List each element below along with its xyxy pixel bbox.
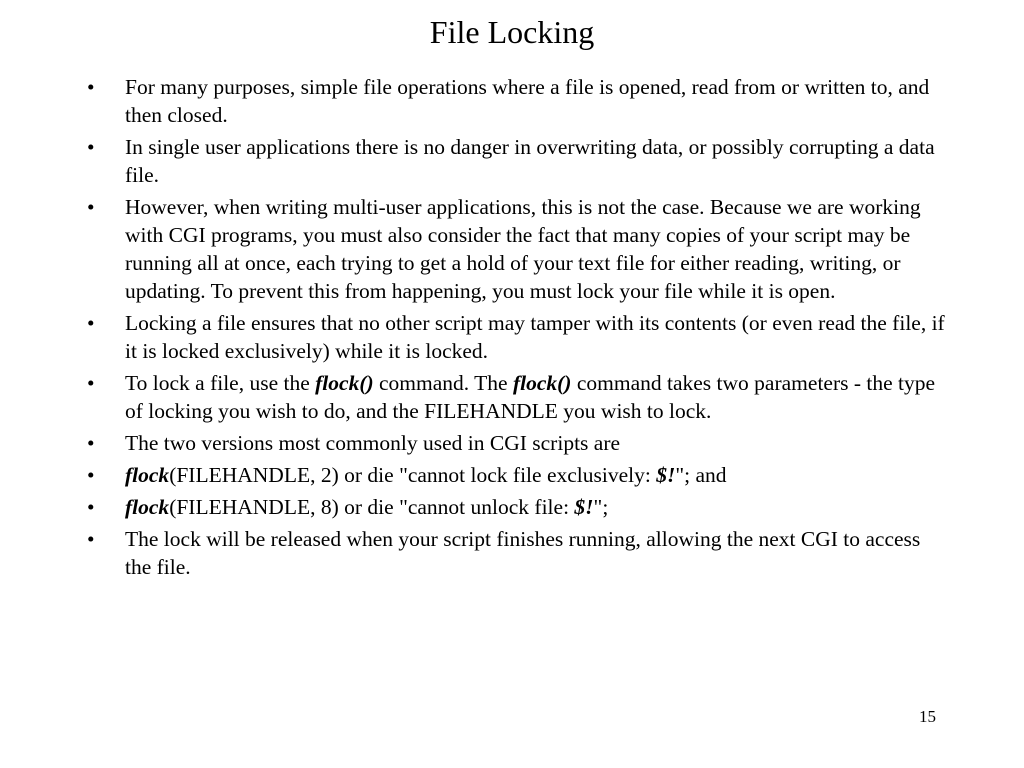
bullet-item	[87, 193, 947, 305]
bullet-item	[87, 525, 947, 581]
bullet-text: The lock will be released when your script finishes running, allowing the next CGI to access the file.	[125, 527, 921, 579]
bullet-dot: •	[87, 75, 95, 99]
error-variable: $!	[656, 463, 676, 487]
bullet-text-part: command takes two parameters - the type of locking you wish to do, and the FILEHANDLE you wish to lock.	[125, 371, 936, 423]
bullet-item	[87, 461, 947, 489]
bullet-item	[87, 369, 947, 425]
bullet-list	[87, 73, 947, 585]
bullet-text: Locking a file ensures that no other script may tamper with its contents (or even read the file, if it is locked exclusively) while it is locked.	[125, 311, 945, 363]
flock-function: flock	[125, 463, 170, 487]
bullet-item	[87, 309, 947, 365]
bullet-text: However, when writing multi-user applications, this is not the case. Because we are working with CGI programs, you must also consider the fact that many copies of your script may be running all at once, each trying to get a hold of your text file for either reading, writing, or updating. To prevent this from happening, you must lock your file while it is open.	[125, 195, 921, 303]
bullet-text-part: ";	[593, 495, 609, 519]
flock-function: flock	[125, 495, 170, 519]
flock-command: flock()	[315, 371, 374, 395]
bullet-text: In single user applications there is no danger in overwriting data, or possibly corrupting a data file.	[125, 135, 935, 187]
bullet-dot: •	[87, 135, 95, 159]
bullet-text-part: command. The	[373, 371, 513, 395]
bullet-text-part: (FILEHANDLE, 2) or die "cannot lock file exclusively:	[169, 463, 657, 487]
error-variable: $!	[574, 495, 594, 519]
flock-command: flock()	[512, 371, 572, 395]
bullet-item	[87, 493, 947, 521]
bullet-dot: •	[87, 495, 95, 519]
bullet-text-part: (FILEHANDLE, 8) or die "cannot unlock file:	[169, 495, 575, 519]
bullet-text: The two versions most commonly used in CGI scripts are	[125, 431, 621, 455]
bullet-text-part: To lock a file, use the	[125, 371, 316, 395]
bullet-dot: •	[87, 431, 95, 455]
page-number: 15	[919, 707, 936, 726]
bullet-dot: •	[87, 311, 95, 335]
bullet-dot: •	[87, 527, 95, 551]
bullet-dot: •	[87, 371, 95, 395]
bullet-dot: •	[87, 463, 95, 487]
slide-title: File Locking	[429, 14, 595, 50]
bullet-text-part: "; and	[675, 463, 727, 487]
bullet-item	[87, 429, 947, 457]
bullet-dot: •	[87, 195, 95, 219]
bullet-item	[87, 133, 947, 189]
bullet-text: For many purposes, simple file operations where a file is opened, read from or written to, and then closed.	[125, 75, 930, 127]
bullet-item	[87, 73, 947, 129]
